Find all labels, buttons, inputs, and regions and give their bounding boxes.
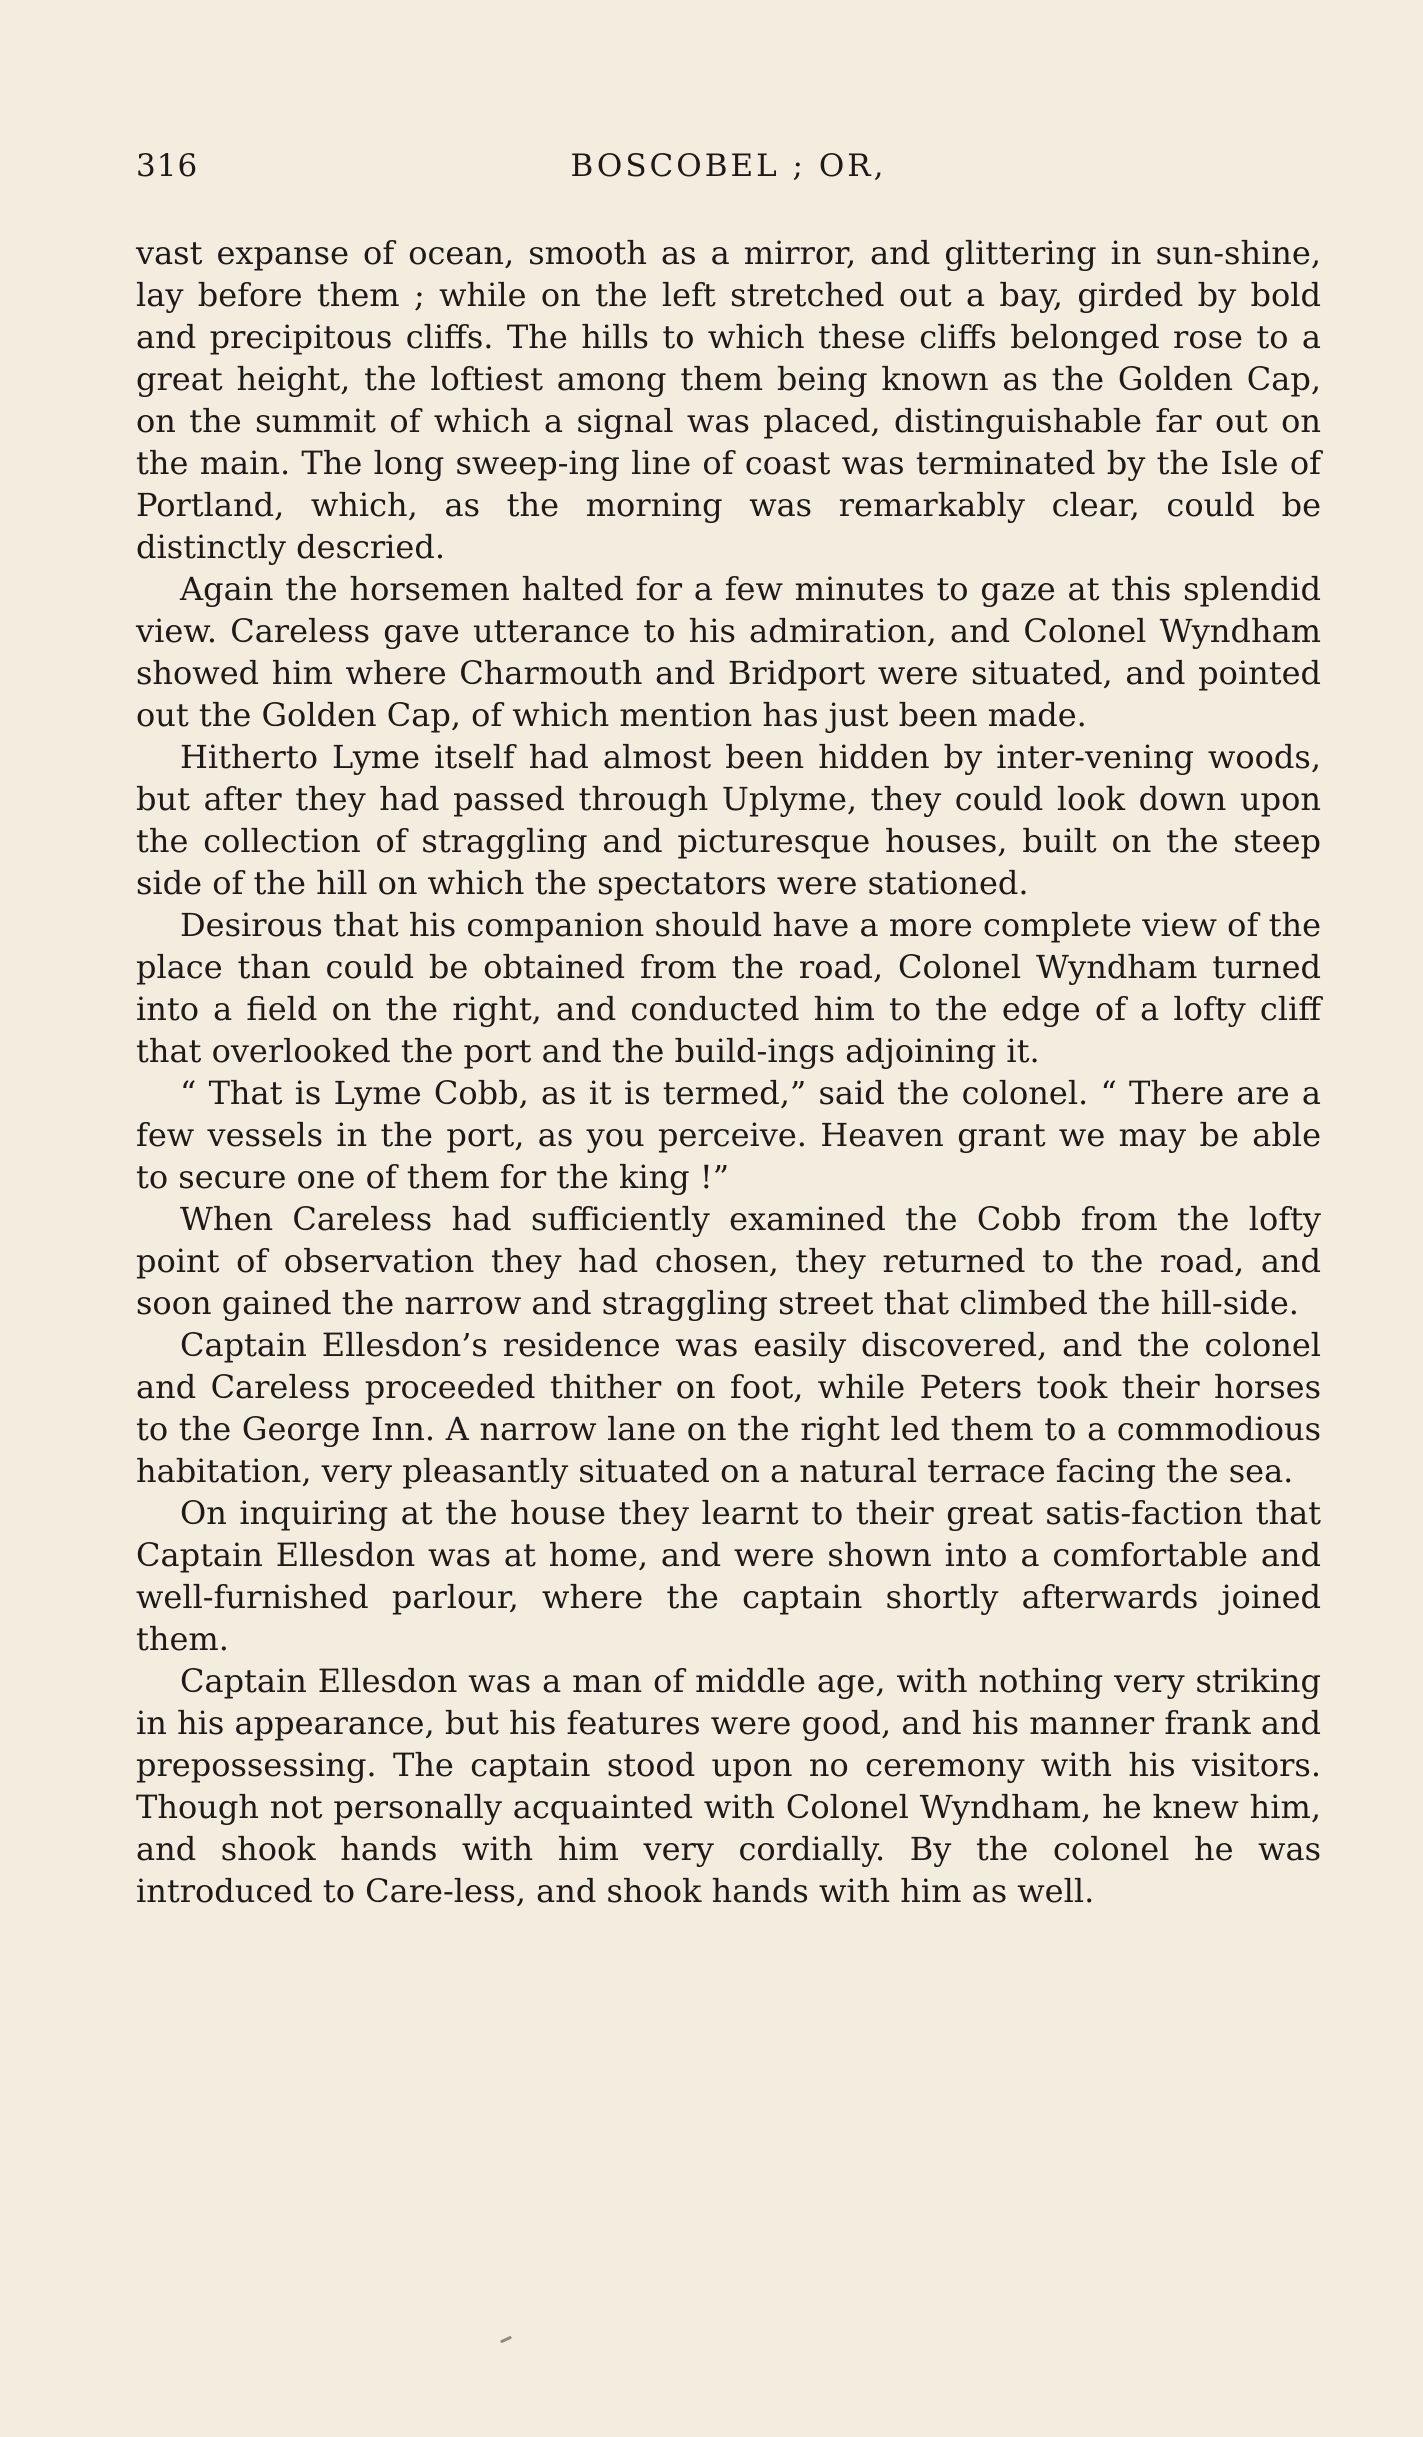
paragraph-3: Hitherto Lyme itself had almost been hidden by inter-vening woods, but after they had passed through Uplyme, they could look down upon the collection of straggling and picturesque houses, built on the steep side of the hill on which the spectators were stationed. bbox=[136, 738, 1321, 902]
paragraph-7: Captain Ellesdon’s residence was easily discovered, and the colonel and Careless proceeded thither on foot, while Peters took their horses to the George Inn. A narrow lane on the right led them to a commodious habitation, very pleasantly situated on a natural terrace facing the sea. bbox=[136, 1326, 1321, 1490]
page-number: 316 bbox=[136, 148, 199, 184]
running-title: BOSCOBEL ; OR, bbox=[570, 148, 887, 184]
paper-speck bbox=[500, 2336, 512, 2344]
paragraph-4: Desirous that his companion should have a more complete view of the place than could be obtained from the road, Colonel Wyndham turned into a field on the right, and conducted him to the edge of a lofty cliff that overlooked the port and the build-ings adjoining it. bbox=[136, 906, 1321, 1070]
paragraph-6: When Careless had sufficiently examined the Cobb from the lofty point of observation they had chosen, they returned to the road, and soon gained the narrow and straggling street that climbed the hill-side. bbox=[136, 1200, 1321, 1322]
paragraph-5: “ That is Lyme Cobb, as it is termed,” said the colonel. “ There are a few vessels in the port, as you perceive. Heaven grant we may be able to secure one of them for the king !” bbox=[136, 1074, 1321, 1196]
paragraph-2: Again the horsemen halted for a few minutes to gaze at this splendid view. Careless gave utterance to his admiration, and Colonel Wyndham showed him where Charmouth and Bridport were situated, and pointed out the Golden Cap, of which mention has just been made. bbox=[136, 570, 1321, 734]
paragraph-1: vast expanse of ocean, smooth as a mirror, and glittering in sun-shine, lay before them ; while on the left stretched out a bay, girded by bold and precipitous cliffs. The hills to which these cliffs belonged rose to a great height, the loftiest among them being known as the Golden Cap, on the summit of which a signal was placed, distinguishable far out on the main. The long sweep-ing line of coast was terminated by the Isle of Portland, which, as the morning was remarkably clear, could be distinctly descried. bbox=[136, 234, 1321, 566]
paragraph-8: On inquiring at the house they learnt to their great satis-faction that Captain Ellesdon was at home, and were shown into a comfortable and well-furnished parlour, where the captain shortly afterwards joined them. bbox=[136, 1494, 1321, 1658]
body-text bbox=[136, 232, 1321, 1912]
paragraph-9: Captain Ellesdon was a man of middle age, with nothing very striking in his appearance, but his features were good, and his manner frank and prepossessing. The captain stood upon no ceremony with his visitors. Though not personally acquainted with Colonel Wyndham, he knew him, and shook hands with him very cordially. By the colonel he was introduced to Care-less, and shook hands with him as well. bbox=[136, 1662, 1321, 1910]
page-header bbox=[136, 148, 1321, 198]
